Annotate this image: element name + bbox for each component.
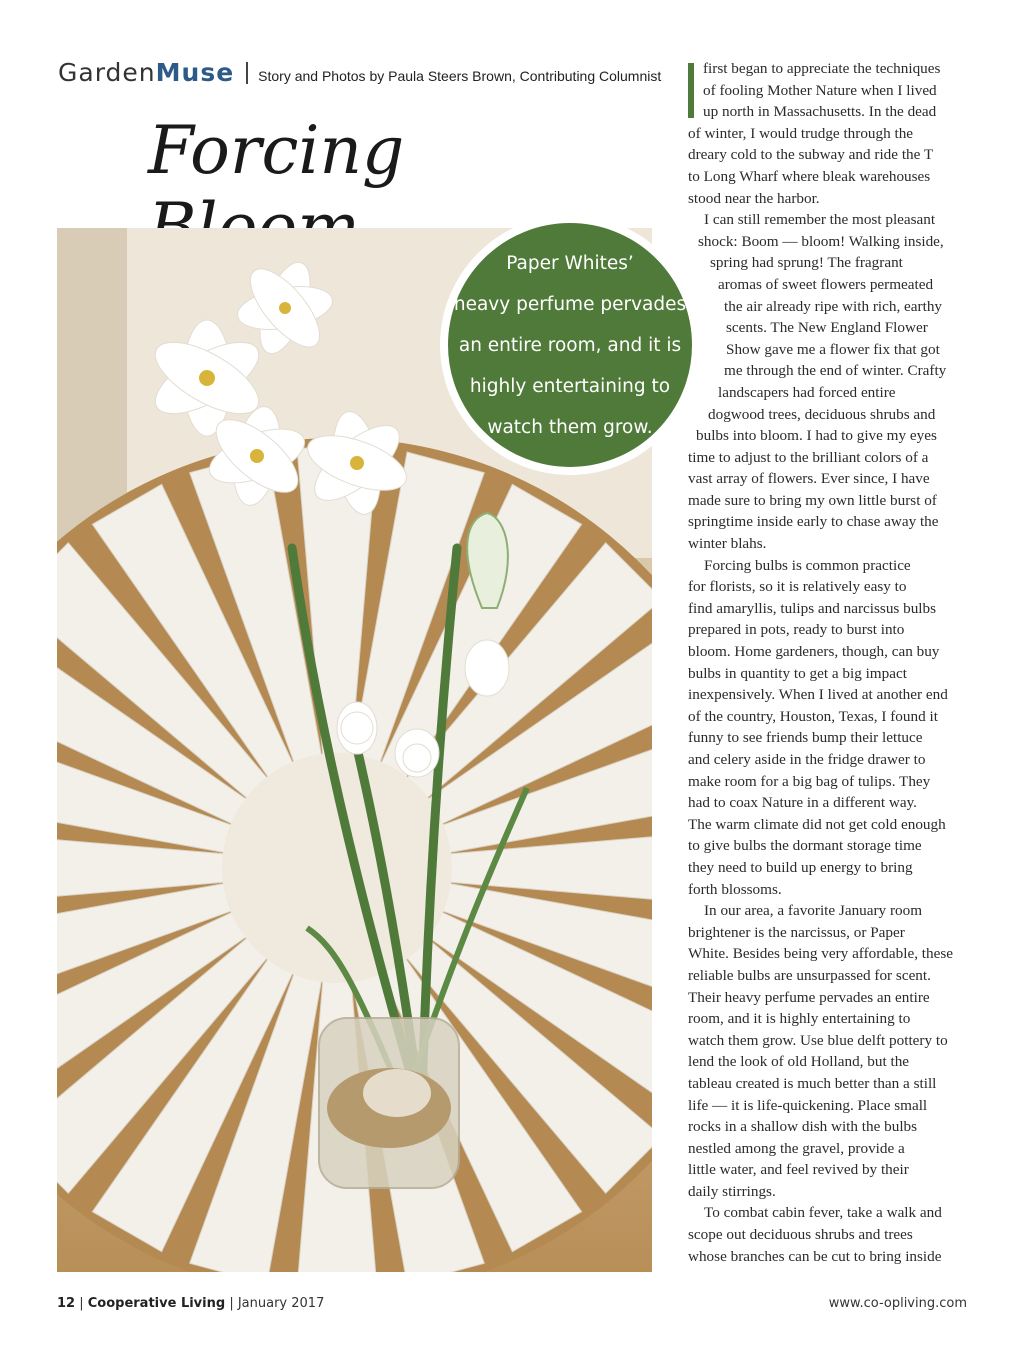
pull-quote-line: watch them grow. — [487, 416, 653, 438]
body-text-line: whose branches can be cut to bring inside — [688, 1247, 942, 1265]
body-text-line: bulbs in quantity to get a big impact — [688, 664, 907, 682]
page-number: 12 — [57, 1296, 76, 1311]
body-text-line: life — it is life-quickening. Place small — [688, 1096, 928, 1114]
body-text-line: time to adjust to the brilliant colors of a — [688, 448, 929, 466]
body-text-line: rocks in a shallow dish with the bulbs — [688, 1118, 918, 1136]
pull-quote — [440, 215, 700, 475]
body-text-line: they need to build up energy to bring — [688, 858, 913, 876]
body-text-line: scents. The New England Flower — [726, 319, 928, 337]
body-text-line: lend the look of old Holland, but the — [688, 1053, 910, 1071]
body-text-line: little water, and feel revived by their — [688, 1161, 909, 1179]
body-text-line: watch them grow. Use blue delft pottery to — [688, 1031, 948, 1049]
brand-part1: Garden — [58, 58, 156, 87]
body-text-line: daily stirrings. — [688, 1182, 776, 1200]
body-text-line: for florists, so it is relatively easy to — [688, 578, 907, 596]
header-divider — [246, 62, 248, 84]
body-text-line: Show gave me a flower fix that got — [726, 340, 940, 358]
byline: Story and Photos by Paula Steers Brown, Contributing Columnist — [258, 68, 662, 84]
body-text-line: me through the end of winter. Crafty — [724, 362, 947, 380]
body-text-line: dogwood trees, deciduous shrubs and — [708, 405, 936, 423]
article-title: Forcing — [148, 112, 405, 189]
body-text-line: nestled among the gravel, provide a — [688, 1139, 905, 1157]
pull-quote-line: Paper Whites’ — [506, 252, 634, 274]
body-text-line: up north in Massachusetts. In the dead — [703, 103, 937, 121]
body-text-line: spring had sprung! The fragrant — [710, 254, 903, 272]
body-text-line: tableau created is much better than a still — [688, 1074, 937, 1092]
article-body — [688, 58, 978, 1267]
body-text-line: make room for a big bag of tulips. They — [688, 772, 931, 790]
issue-date: January 2017 — [237, 1296, 325, 1311]
body-text-line: made sure to bring my own little burst of — [688, 491, 937, 509]
pull-quote-line: heavy perfume pervades — [453, 293, 687, 315]
body-text-line: aromas of sweet flowers permeated — [718, 275, 934, 293]
body-text-line: White. Besides being very affordable, these — [688, 945, 953, 963]
body-text-line: find amaryllis, tulips and narcissus bulbs — [688, 599, 937, 617]
column-brand — [58, 58, 234, 87]
body-text-line: Their heavy perfume pervades an entire — [688, 988, 930, 1006]
body-text-line: of the country, Houston, Texas, I found it — [688, 707, 938, 725]
pull-quote-line: highly entertaining to — [469, 375, 671, 397]
body-text-line: room, and it is highly entertaining to — [688, 1010, 911, 1028]
body-text-line: dreary cold to the subway and ride the T — [688, 146, 934, 164]
body-text-line: and celery aside in the fridge drawer to — [688, 751, 926, 768]
body-text-line: winter blahs. — [688, 535, 767, 553]
pull-quote-line: an entire room, and it is — [458, 334, 682, 356]
body-text-line: I can still remember the most pleasant — [704, 211, 936, 229]
footer-folio: 12 | Cooperative Living | January 2017 — [57, 1296, 325, 1311]
body-text-line: funny to see friends bump their lettuce — [688, 729, 923, 747]
body-text-line: inexpensively. When I lived at another end — [688, 686, 948, 704]
body-text-line: vast array of flowers. Ever since, I have — [688, 470, 930, 488]
body-text-line: shock: Boom — bloom! Walking inside, — [698, 232, 944, 250]
body-text-line: bloom. Home gardeners, though, can buy — [688, 643, 940, 661]
body-text-line: prepared in pots, ready to burst into — [688, 621, 905, 639]
body-text-line: brightener is the narcissus, or Paper — [688, 923, 905, 941]
column-header — [58, 58, 661, 87]
body-text-line: of fooling Mother Nature when I lived — [703, 81, 937, 99]
body-text-line: reliable bulbs are unsurpassed for scent. — [688, 966, 931, 984]
body-text-line: scope out deciduous shrubs and trees — [688, 1226, 913, 1244]
body-text-line: the air already ripe with rich, earthy — [724, 297, 943, 315]
body-text-line: The warm climate did not get cold enough — [688, 815, 946, 833]
body-text-line: had to coax Nature in a different way. — [688, 794, 917, 812]
body-text-line: first began to appreciate the techniques — [703, 60, 941, 77]
body-text-line: to give bulbs the dormant storage time — [688, 837, 922, 855]
brand-part2: Muse — [155, 58, 235, 87]
body-text-line: To combat cabin fever, take a walk and — [704, 1204, 942, 1222]
body-text-line: of winter, I would trudge through the — [688, 124, 914, 142]
publication-name: Cooperative Living — [87, 1296, 226, 1311]
body-text-line: stood near the harbor. — [688, 189, 820, 207]
footer-website[interactable]: www.co-opliving.com — [828, 1296, 967, 1311]
body-text-line: Forcing bulbs is common practice — [704, 556, 911, 574]
body-text-line: bulbs into bloom. I had to give my eyes — [696, 427, 937, 445]
body-text-line: to Long Wharf where bleak warehouses — [688, 167, 931, 185]
body-text-line: In our area, a favorite January room — [704, 902, 923, 920]
body-text-line: springtime inside early to chase away the — [688, 513, 939, 531]
body-text-line: forth blossoms. — [688, 880, 782, 898]
body-text-line: landscapers had forced entire — [718, 383, 896, 401]
